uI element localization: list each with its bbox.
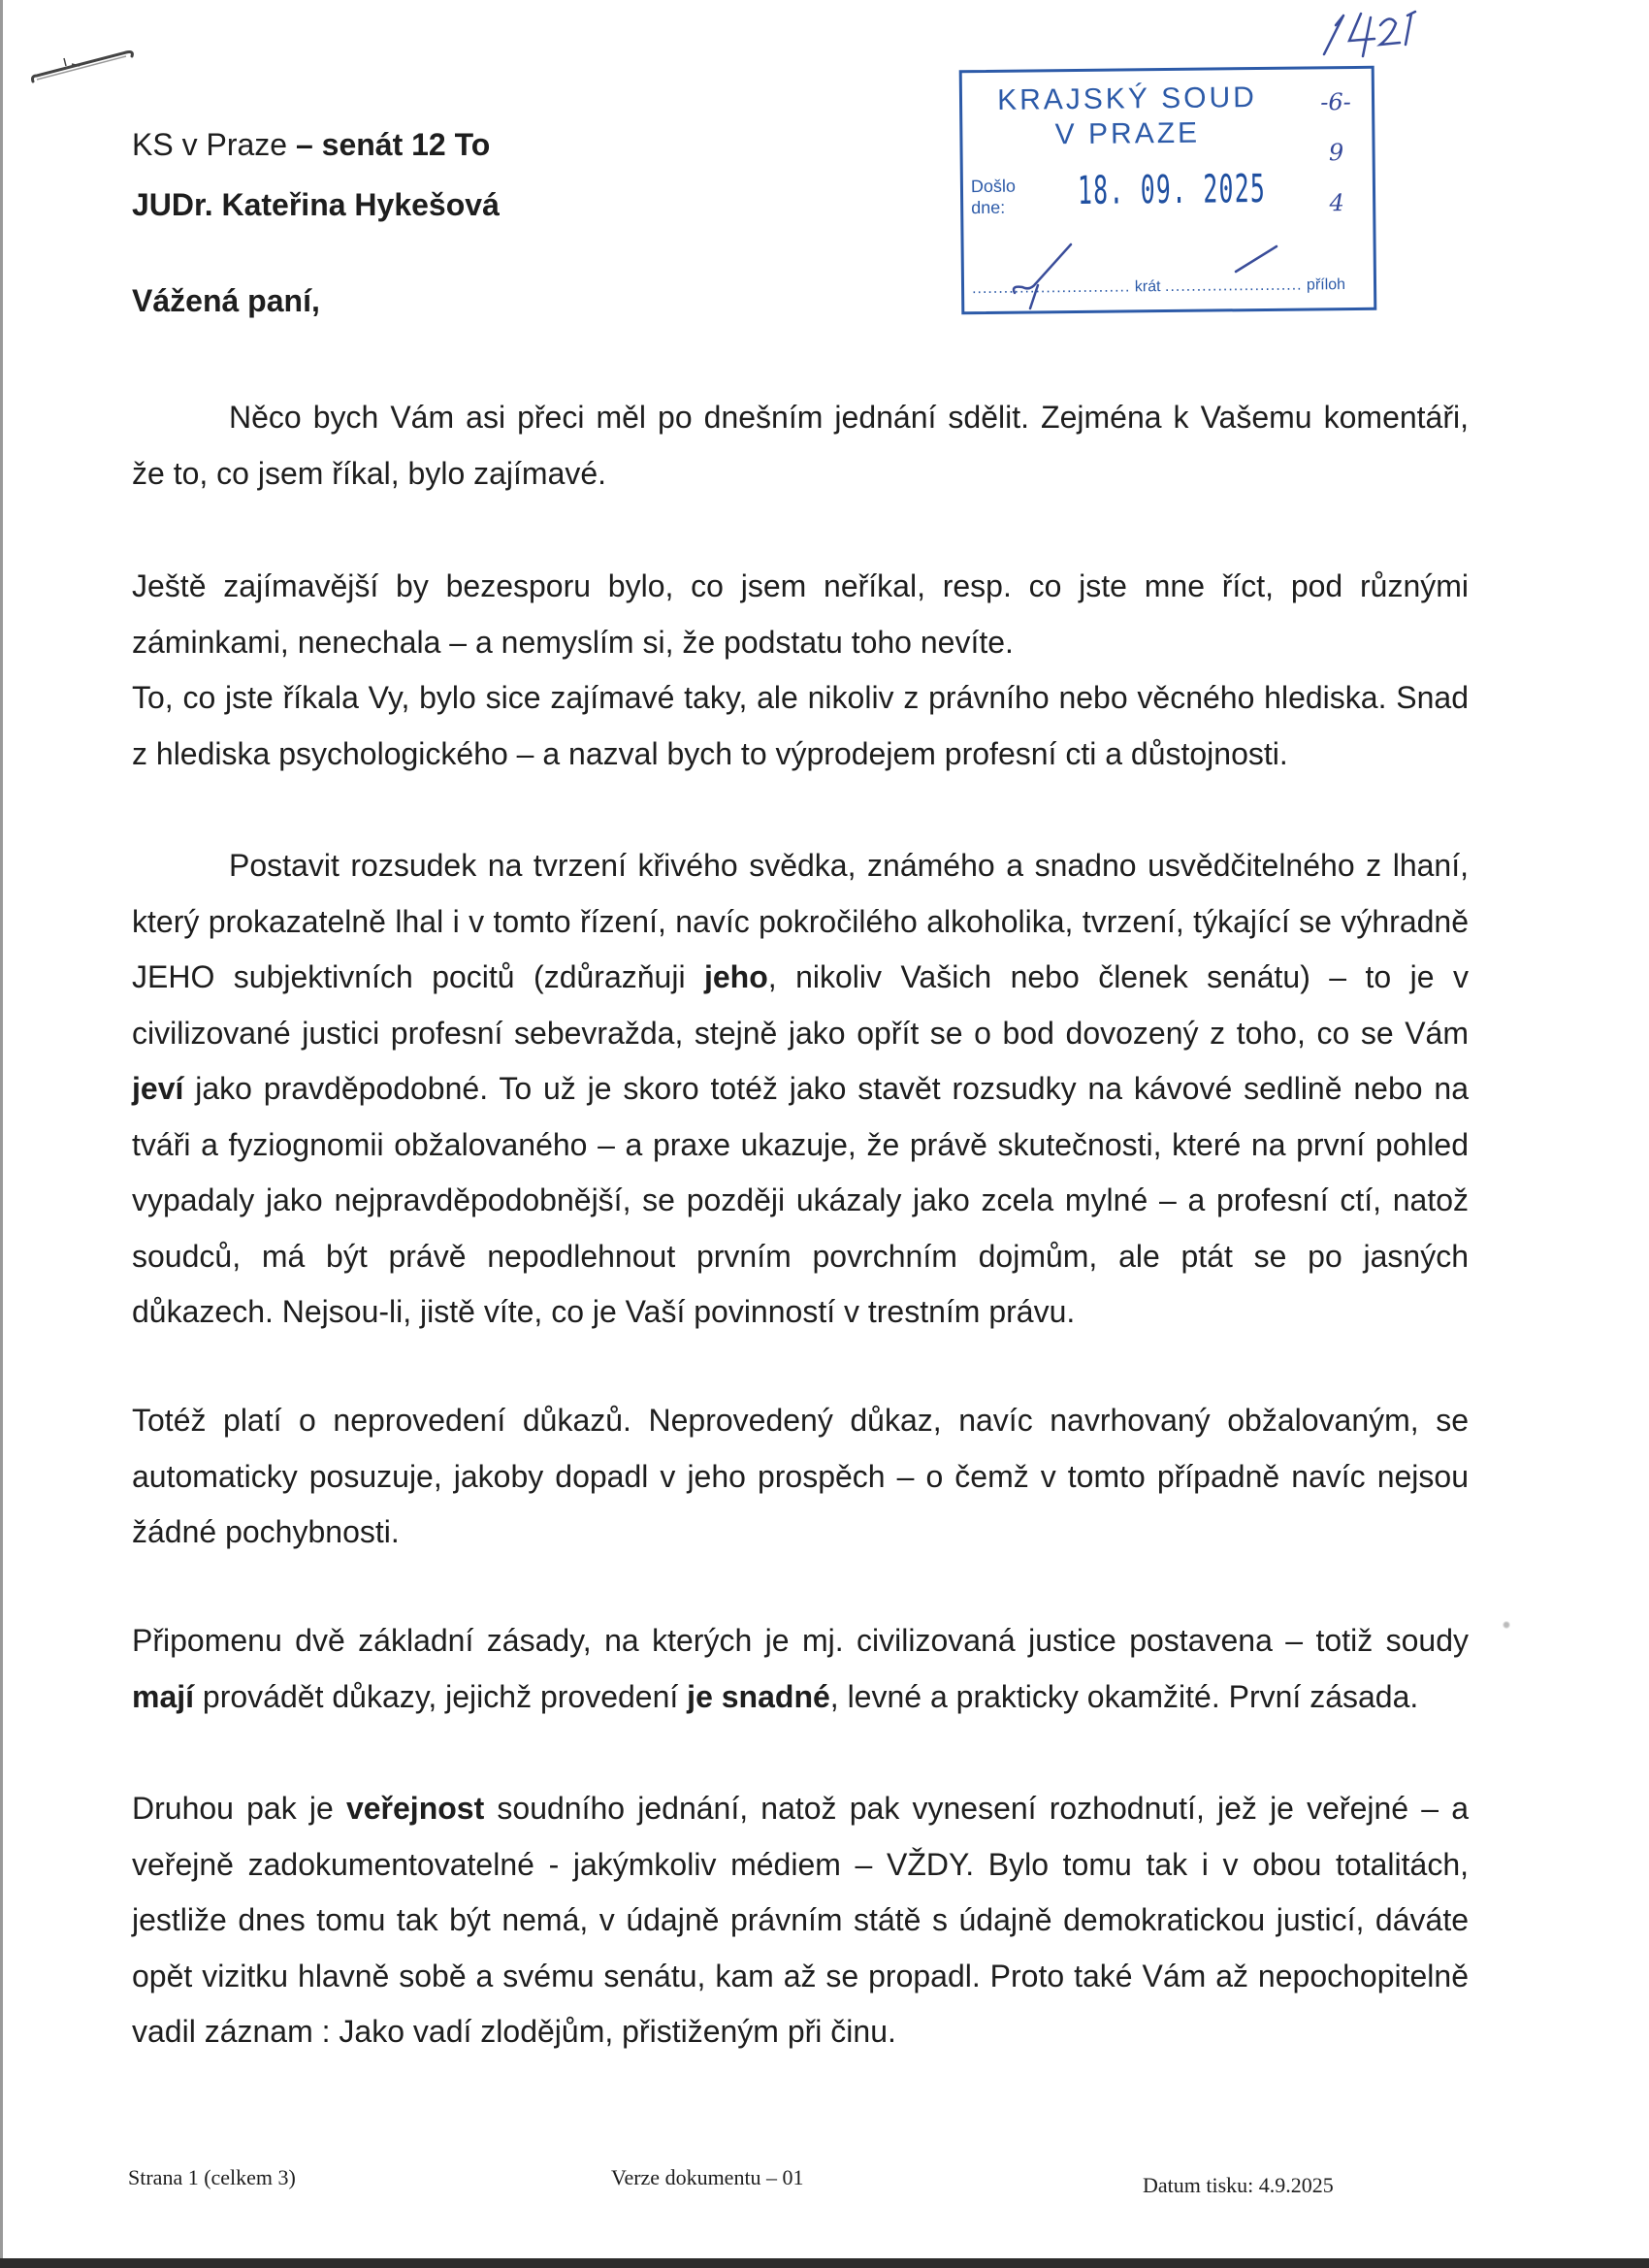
handwritten-attachments-mark (1232, 243, 1280, 274)
stamp-received-label-1: Došlo (970, 176, 1017, 197)
emphasized-text: jeví (132, 1071, 184, 1106)
text-run: Ještě zajímavější by bezesporu bylo, co jsem neříkal, resp. co jste mne říct, pod různými záminkami, nenechala – a nemyslím si, že podstatu toho nevíte. (132, 568, 1469, 660)
emphasized-text: mají (132, 1678, 195, 1714)
recipient-court: KS v Praze (132, 127, 288, 162)
text-run: , levné a prakticky okamžité. První zásada. (829, 1678, 1419, 1714)
emphasized-text: jeho (703, 959, 768, 994)
paragraph-5 (132, 1613, 1469, 1725)
text-run: provádět důkazy, jejichž provedení (194, 1678, 688, 1714)
scan-speck (1502, 1620, 1511, 1630)
footer-print-date: Datum tisku: 4.9.2025 (1143, 2173, 1334, 2197)
emphasized-text: veřejnost (345, 1791, 485, 1826)
paragraph-6 (132, 1781, 1469, 2060)
footer-page-info: Strana 1 (celkem 3) (128, 2165, 296, 2189)
paragraph-text (132, 838, 1469, 1341)
text-run: soudního jednání, natož pak vynesení rozhodnutí, jež je veřejné – a veřejně zadokumentovatelné - jakýmkoliv médiem – VŽDY. Bylo tomu tak i v obou totalitách, jestliže dnes tomu tak být nemá, v údajně právním státě s údajně demokratickou justicí, dáváte opět vizitku hlavně sobě a svému senátu, kam až se propadl. Proto také Vám až nepochopitelně vadil záznam : Jako vadí zlodějům, přistiženým při činu. (132, 1791, 1470, 2049)
stamp-copies-line: .............................. krát .......................... příloh (971, 276, 1346, 298)
paragraph-text (132, 670, 1469, 782)
scan-edge-left (0, 0, 3, 2268)
stamp-court-name: KRAJSKÝ SOUD (996, 81, 1258, 116)
footer-version: Verze dokumentu – 01 (611, 2165, 804, 2189)
judge-name: JUDr. Kateřina Hykešová (132, 187, 500, 222)
stamp-attachments-label: příloh (1306, 276, 1346, 294)
emphasized-text: je snadné (687, 1678, 830, 1714)
text-run: Druhou pak je (132, 1791, 346, 1826)
handwritten-copies-count (1009, 243, 1086, 310)
text-run: To, co jste říkala Vy, bylo sice zajímavé taky, ale nikoliv z právního nebo věcného hlediska. Snad z hlediska psychologického – a nazval bych to výprodejem profesní cti a důstojnosti. (132, 680, 1469, 771)
paragraph-text (132, 1781, 1469, 2060)
paragraph-text (132, 390, 1469, 502)
handwritten-page-number (1314, 6, 1421, 60)
text-run: , nikoliv Vašich nebo členek senátu) – to je v civilizované justici profesní sebevražda, stejně jako opřít se o bod dovozený z toho, co se Vám (132, 959, 1469, 1051)
recipient-line (132, 114, 500, 175)
paragraph-3 (132, 838, 1469, 1341)
stamp-received-label-2: dne: (971, 197, 1006, 218)
paragraph-1 (132, 390, 1469, 502)
paragraph-text (132, 1613, 1469, 1725)
text-run: jako pravděpodobné. To už je skoro totéž jako stavět rozsudky na kávové sedlině nebo na tváři a fyziognomii obžalovaného – a praxe ukazuje, že právě skutečnosti, které na první pohled vypadaly jako nejpravděpodobnější, se později ukázaly jako zcela mylné – a profesní ctí, natož soudců, má být právě nepodlehnout prvním povrchním dojmům, ale ptát se po jasných důkazech. Nejsou-li, jistě víte, co je Vaší povinností v trestním právu. (132, 1071, 1469, 1329)
recipient-senate: – senát 12 To (295, 127, 491, 162)
text-run: Něco bych Vám asi přeci měl po dnešním jednání sdělit. Zejména k Vašemu komentáři, že to, co jsem říkal, bylo zajímavé. (132, 400, 1469, 491)
stamp-court-city: V PRAZE (1054, 116, 1201, 151)
stamp-received-label (971, 176, 1016, 218)
scan-edge-bottom (0, 2258, 1649, 2268)
salutation: Vážená paní, (132, 283, 320, 318)
text-run: Totéž platí o neprovedení důkazů. Neprovedený důkaz, navíc navrhovaný obžalovaným, se automaticky posuzuje, jakoby dopadl v jeho prospěch – o čemž v tomto případně navíc nejsou žádné pochybnosti. (132, 1403, 1469, 1549)
text-run: Připomenu dvě základní zásady, na kterých je mj. civilizovaná justice postavena – totiž soudy (132, 1623, 1469, 1658)
text-run: Postavit rozsudek na tvrzení křivého svědka, známého a snadno usvědčitelného z lhaní, který prokazatelně lhal i v tomto řízení, navíc pokročilého alkoholika, tvrzení, týkající se výhradně JEHO subjektivních pocitů (zdůrazňuji (132, 848, 1469, 994)
paragraph-text (132, 1393, 1469, 1561)
pen-mark-icon (29, 47, 136, 87)
paragraph-2 (132, 559, 1469, 782)
stamp-side-note: -6- 9 4 (1320, 88, 1351, 217)
letter-header (132, 114, 500, 235)
paragraph-text (132, 559, 1469, 670)
paragraph-4 (132, 1393, 1469, 1561)
stamp-received-date: 18. 09. 2025 (1077, 166, 1267, 213)
stamp-copies-label: krát (1134, 278, 1161, 296)
